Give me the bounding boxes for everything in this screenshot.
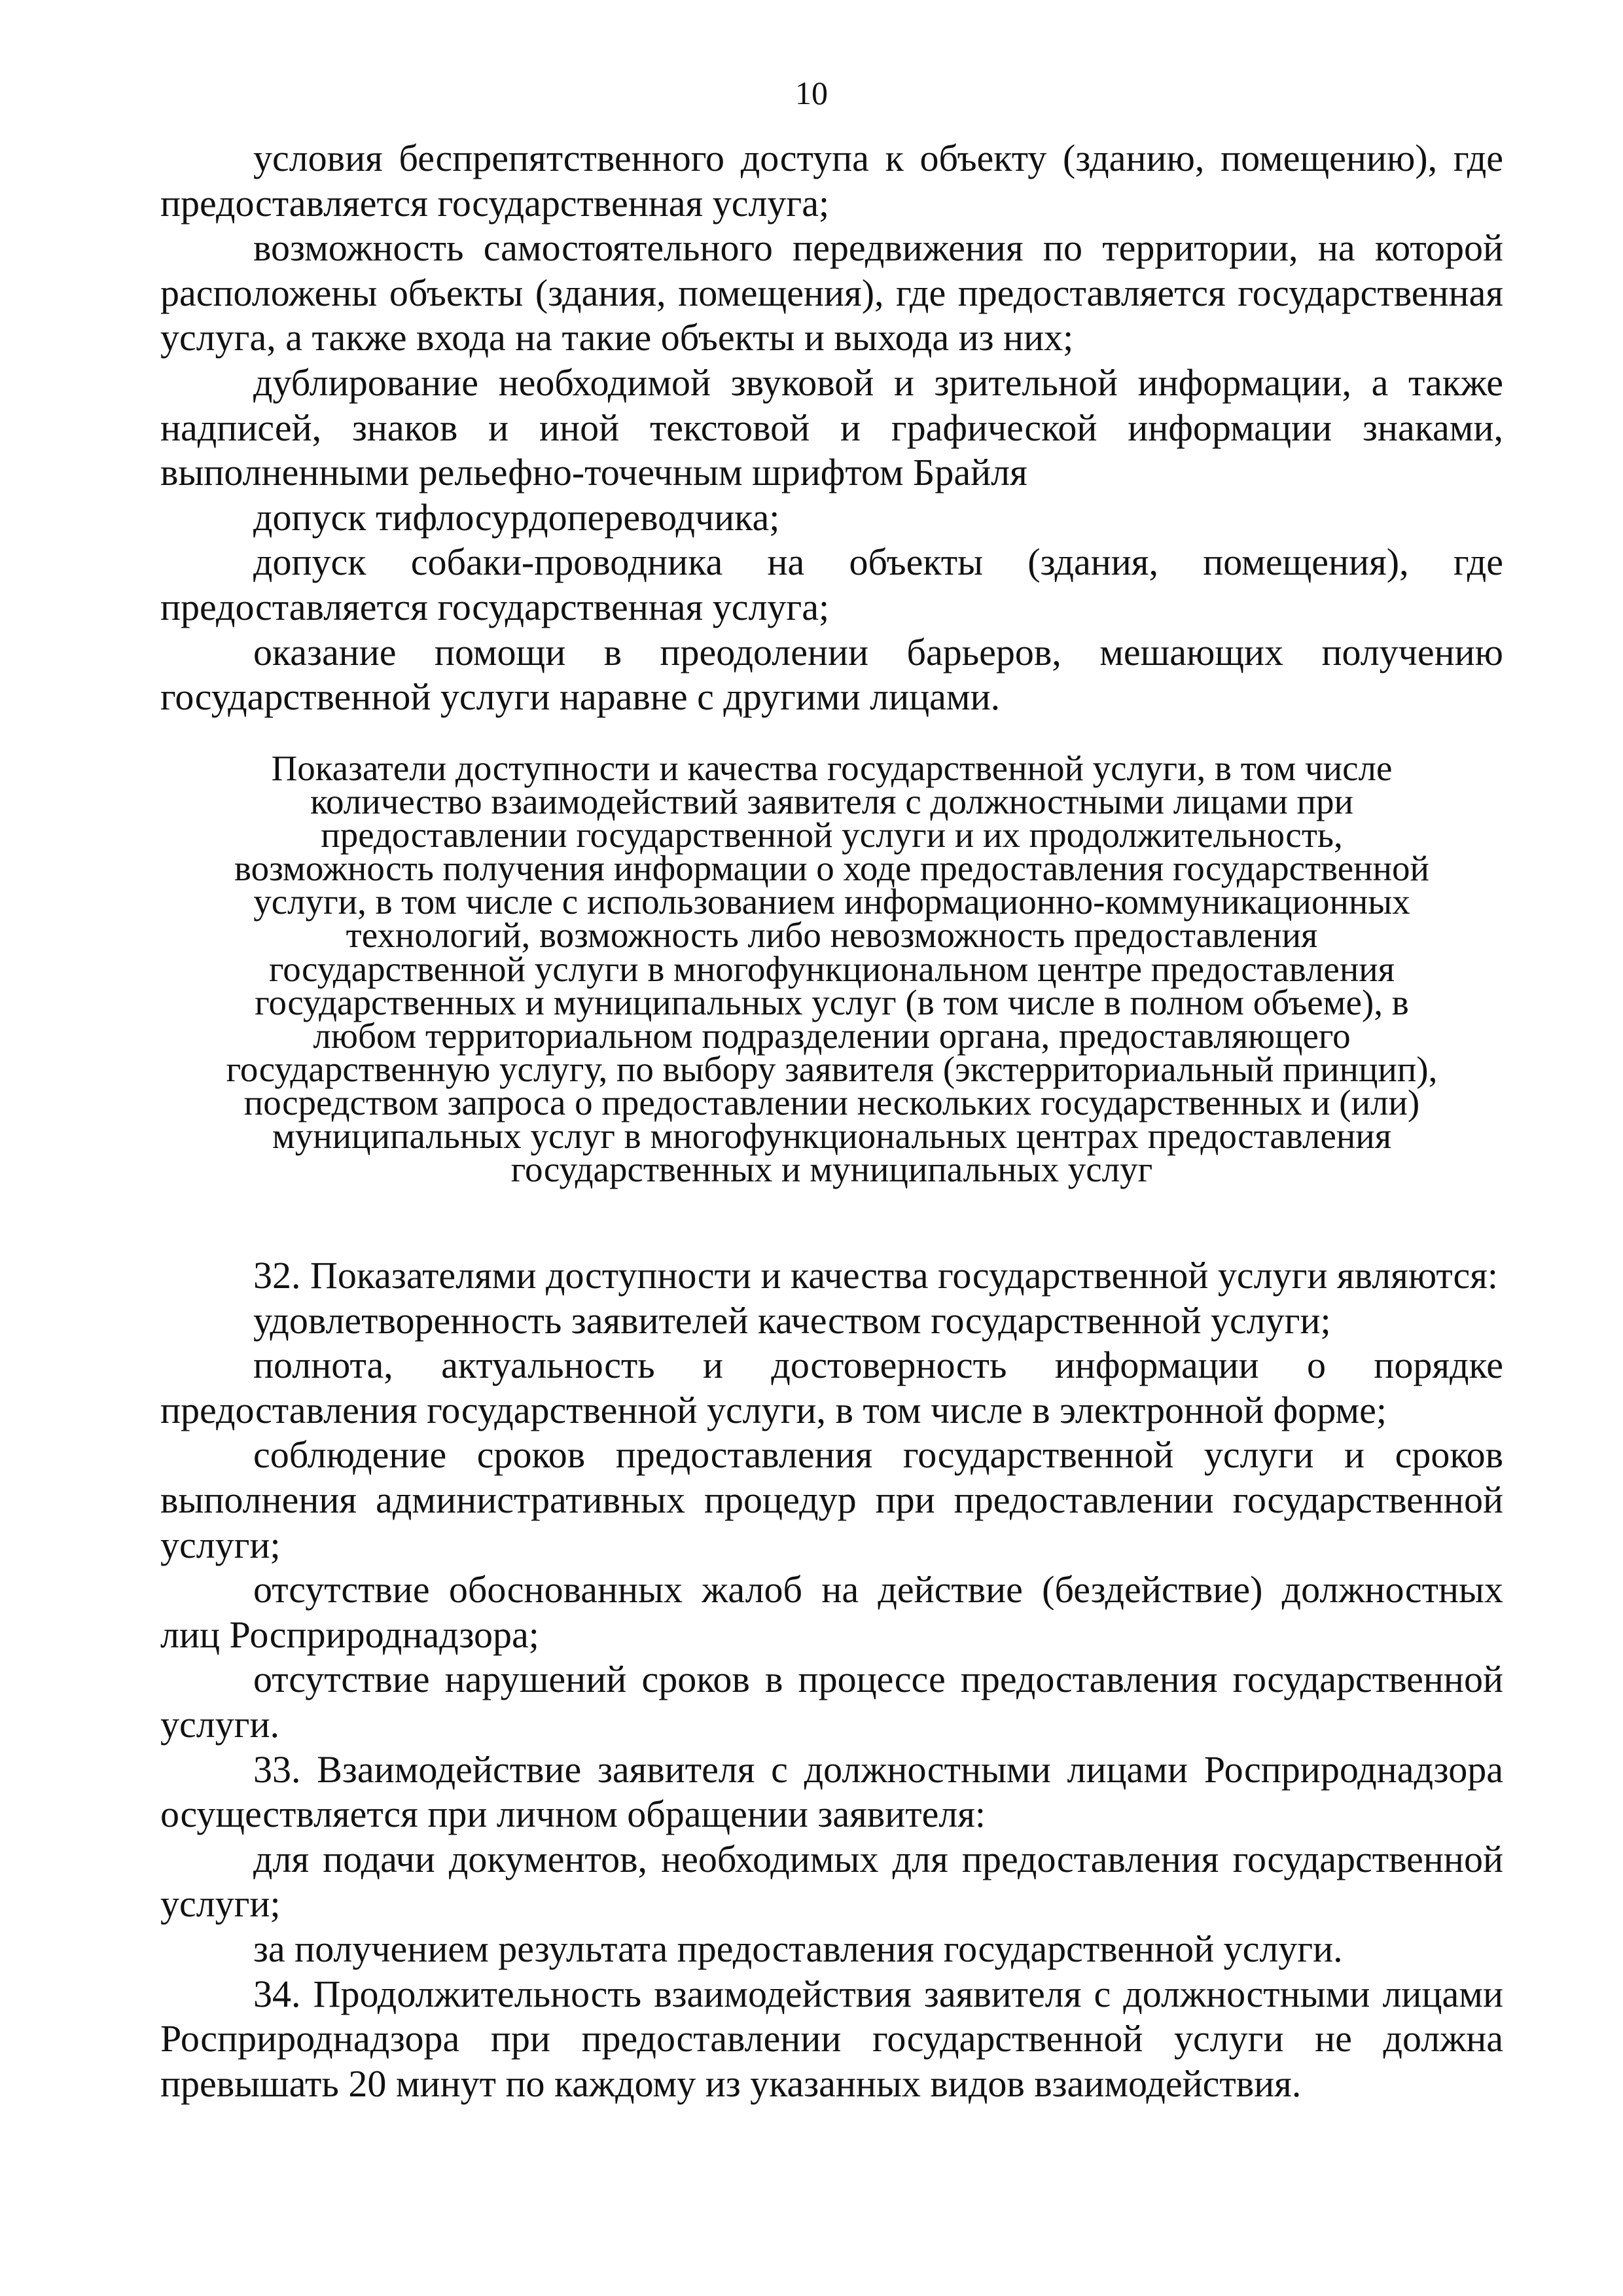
page-number: 10 bbox=[795, 75, 828, 111]
paragraph-no-complaints: отсутствие обоснованных жалоб на действие (бездействие) должностных лиц Росприроднадзора; bbox=[160, 1568, 1503, 1656]
paragraph-information-completeness: полнота, актуальность и достоверность информации о порядке предоставления государственной услуги, в том числе в электронной форме; bbox=[160, 1344, 1503, 1431]
paragraph-duplication-braille: дублирование необходимой звуковой и зрительной информации, а также надписей, знаков и иной текстовой и графической информации знаками, выполненными рельефно-точечным шрифтом Брайля bbox=[160, 361, 1503, 494]
paragraph-tiflo-interpreter: допуск тифлосурдопереводчика; bbox=[253, 495, 780, 539]
paragraph-32-indicators: 32. Показателями доступности и качества государственной услуги являются: bbox=[253, 1254, 1498, 1297]
paragraph-satisfaction: удовлетворенность заявителей качеством государственной услуги; bbox=[253, 1299, 1331, 1342]
paragraph-document-submission: для подачи документов, необходимых для предоставления государственной услуги; bbox=[160, 1837, 1503, 1926]
section-heading: Показатели доступности и качества государственной услуги, в том числе количество взаимодействий заявителя с должностными лицами при предоставлении государственной услуги и их продолжительность, возможность получения информации о ходе предоставления государственной услуги, в том числе с использованием информационно-коммуникационных технологий, возможность либо невозможность предоставления государственной услуги в многофункциональном центре предоставления государственных и муниципальных услуг (в том числе в полном объеме), в любом территориальном подразделении органа, предоставляющего государственную услугу, по выбору заявителя (экстерриториальный принцип), посредством запроса о предоставлении нескольких государственных и (или) муниципальных услуг в многофункциональных центрах предоставления государственных и муниципальных услуг bbox=[226, 748, 1438, 1190]
paragraph-barrier-assistance: оказание помощи в преодолении барьеров, мешающих получению государственной услуги наравне с другими лицами. bbox=[160, 630, 1503, 719]
paragraph-34-duration: 34. Продолжительность взаимодействия заявителя с должностными лицами Росприроднадзора при предоставлении государственной услуги не должна превышать 20 минут по каждому из указанных видов взаимодействия. bbox=[160, 1972, 1503, 2105]
paragraph-deadlines-compliance: соблюдение сроков предоставления государственной услуги и сроков выполнения административных процедур при предоставлении государственной услуги; bbox=[160, 1433, 1503, 1566]
accessibility-conditions-list bbox=[160, 136, 1503, 720]
paragraph-no-violations: отсутствие нарушений сроков в процессе предоставления государственной услуги. bbox=[160, 1658, 1503, 1746]
paragraph-guide-dog: допуск собаки-проводника на объекты (здания, помещения), где предоставляется государственная услуга; bbox=[160, 541, 1503, 628]
paragraph-33-interaction: 33. Взаимодействие заявителя с должностными лицами Росприроднадзора осуществляется при личном обращении заявителя: bbox=[160, 1748, 1503, 1836]
paragraph-unobstructed-access: условия беспрепятственного доступа к объекту (зданию, помещению), где предоставляется государственная услуга; bbox=[160, 137, 1503, 224]
paragraph-independent-movement: возможность самостоятельного передвижения по территории, на которой расположены объекты (здания, помещения), где предоставляется государственная услуга, а также входа на такие объекты и выхода из них; bbox=[160, 226, 1503, 359]
quality-indicators-section bbox=[160, 1253, 1503, 2106]
paragraph-result-receipt: за получением результата предоставления государственной услуги. bbox=[253, 1927, 1343, 1970]
